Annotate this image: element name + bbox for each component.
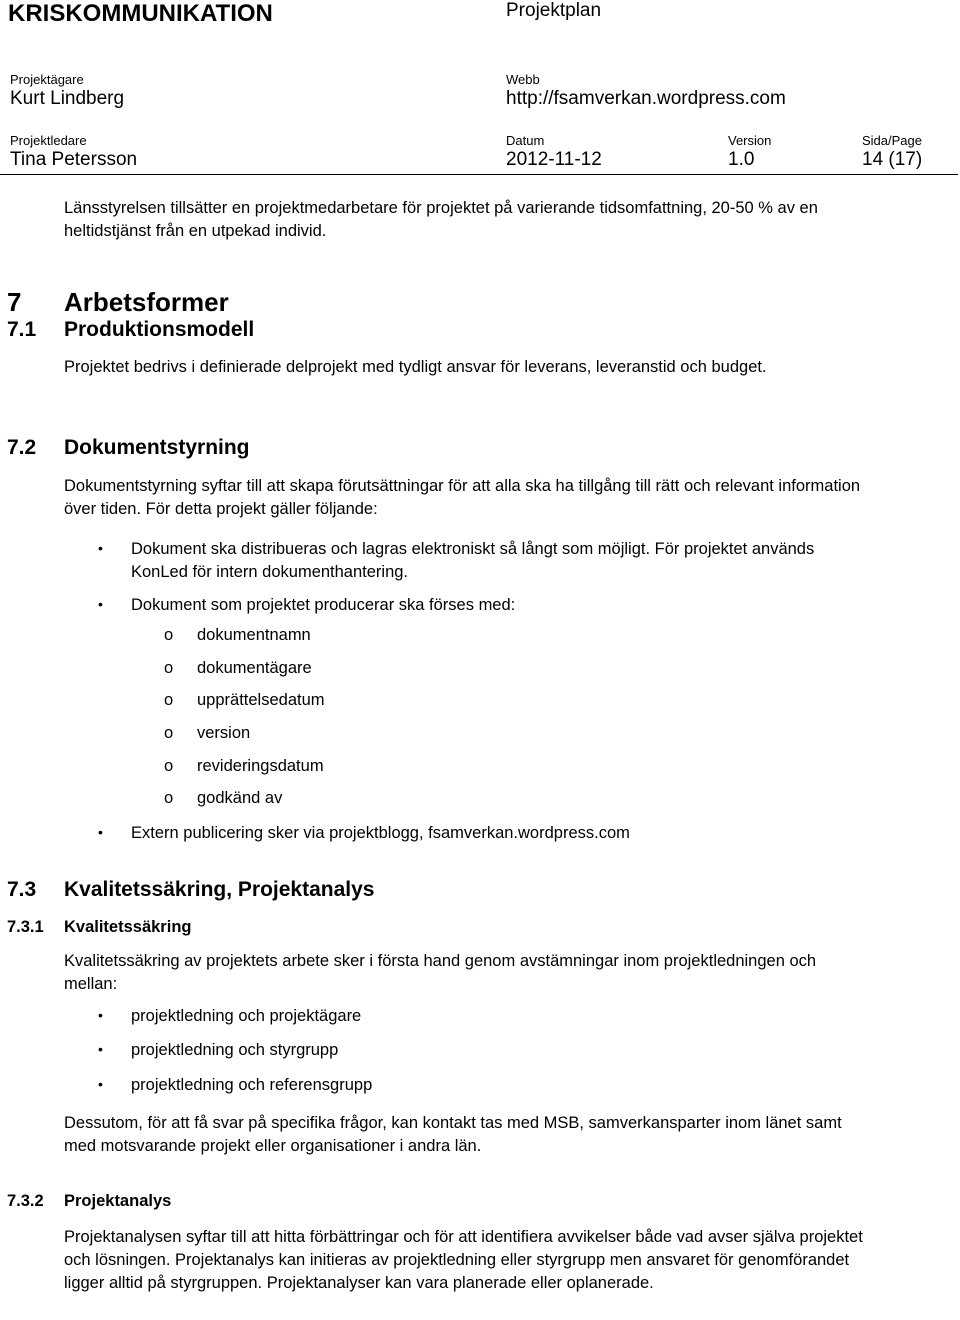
section-title: Dokumentstyrning [64, 436, 250, 459]
sub-list-item: version [197, 724, 251, 742]
sub-bullet-marker: o [164, 789, 174, 807]
list-item: Extern publicering sker via projektblogg, fsamverkan.wordpress.com [131, 824, 630, 842]
list-item: Dokument ska distribueras och lagras elektroniskt så långt som möjligt. För projektet används KonLed för intern dokumenthantering. [131, 540, 815, 581]
section-title: Projektanalys [64, 1192, 172, 1210]
section-7-3-1-paragraph: Kvalitetssäkring av projektets arbete sker i första hand genom avstämningar inom projektledningen och mellan: [64, 952, 817, 993]
leader-label: Projektledare [10, 133, 87, 148]
section-7-3-1-heading [0, 918, 600, 942]
section-number: 7.1 [7, 318, 37, 341]
sub-list-item: dokumentägare [197, 659, 312, 677]
section-number: 7 [7, 287, 22, 317]
list-item: Dokument som projektet producerar ska förses med: [131, 596, 516, 614]
section-title: Arbetsformer [64, 287, 229, 317]
document-title: KRISKOMMUNIKATION [8, 0, 273, 27]
leader-value: Tina Petersson [10, 149, 138, 170]
section-7-heading [0, 287, 600, 319]
section-title: Kvalitetssäkring [64, 918, 192, 936]
sub-bullet-marker: o [164, 724, 174, 742]
version-label: Version [728, 133, 772, 148]
bullet-marker: • [98, 1041, 103, 1057]
intro-paragraph: Länsstyrelsen tillsätter en projektmedarbetare för projektet på varierande tidsomfattning, 20-50 % av en heltidstjänst från en utpekad individ. [64, 199, 818, 240]
list-item: projektledning och projektägare [131, 1007, 362, 1025]
page-number: 14 (17) [862, 149, 923, 170]
owner-label: Projektägare [10, 72, 84, 87]
section-7-2-heading [0, 436, 600, 464]
owner-value: Kurt Lindberg [10, 88, 125, 109]
version-value: 1.0 [728, 149, 755, 170]
section-title: Produktionsmodell [64, 318, 255, 341]
date-label: Datum [506, 133, 545, 148]
sub-list-item: revideringsdatum [197, 757, 324, 775]
web-label: Webb [506, 72, 540, 87]
bullet-marker: • [98, 540, 103, 556]
section-number: 7.3.2 [7, 1192, 44, 1210]
section-number: 7.3 [7, 878, 37, 901]
sub-bullet-marker: o [164, 626, 174, 644]
sub-list-item: dokumentnamn [197, 626, 311, 644]
section-number: 7.3.1 [7, 918, 44, 936]
bullet-marker: • [98, 1076, 103, 1092]
section-7-1-heading [0, 318, 600, 346]
sub-bullet-marker: o [164, 757, 174, 775]
bullet-marker: • [98, 824, 103, 840]
web-link[interactable]: http://fsamverkan.wordpress.com [506, 88, 786, 109]
header-divider [0, 174, 958, 175]
sub-bullet-marker: o [164, 659, 174, 677]
bullet-marker: • [98, 596, 103, 612]
section-7-2-paragraph: Dokumentstyrning syftar till att skapa förutsättningar för att alla ska ha tillgång till rätt och relevant information över tiden. För detta projekt gäller följande: [64, 477, 861, 518]
bullet-marker: • [98, 1007, 103, 1023]
list-item: projektledning och referensgrupp [131, 1076, 373, 1094]
sub-bullet-marker: o [164, 691, 174, 709]
sub-list-item: upprättelsedatum [197, 691, 325, 709]
sub-list-item: godkänd av [197, 789, 283, 807]
list-item: projektledning och styrgrupp [131, 1041, 339, 1059]
document-subtitle: Projektplan [506, 0, 602, 21]
section-number: 7.2 [7, 436, 37, 459]
section-7-1-paragraph: Projektet bedrivs i definierade delprojekt med tydligt ansvar för leverans, leveranstid och budget. [64, 358, 767, 376]
section-7-3-heading [0, 878, 700, 906]
section-title: Kvalitetssäkring, Projektanalys [64, 878, 375, 901]
date-value: 2012-11-12 [506, 149, 602, 170]
section-7-3-1-paragraph-2: Dessutom, för att få svar på specifika frågor, kan kontakt tas med MSB, samverkansparter inom länet samt med motsvarande projekt eller organisationer i andra län. [64, 1114, 842, 1155]
section-7-3-2-paragraph: Projektanalysen syftar till att hitta förbättringar och för att identifiera avvikelser både vad avser själva projektet och lösningen. Projektanalys kan initieras av projektledning eller styrgrupp men ansvaret för genomförandet ligger alltid på styrgruppen. Projektanalyser kan vara planerade eller oplanerade. [64, 1228, 863, 1292]
page-label: Sida/Page [862, 133, 922, 148]
section-7-3-2-heading [0, 1192, 600, 1216]
